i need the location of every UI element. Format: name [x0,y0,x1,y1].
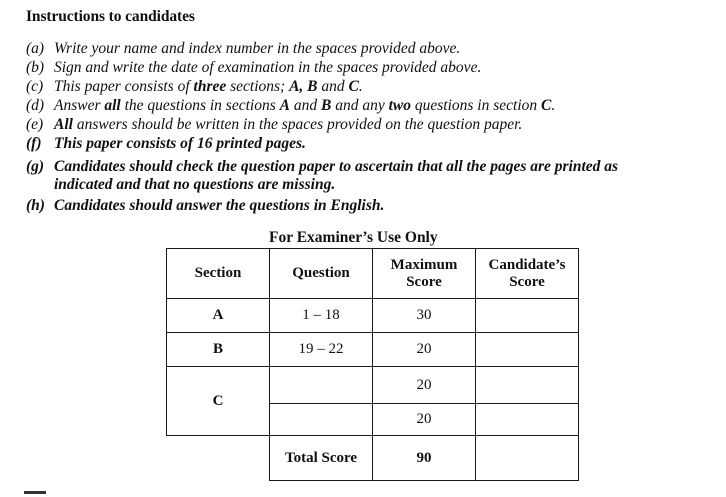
instruction-letter: (c) [26,78,44,95]
section-cell: A [167,299,270,333]
table-row [167,299,579,333]
instruction-segment: and [317,78,349,95]
instruction-continuation: indicated and that no questions are missing. [54,176,336,193]
instruction-segment-bold: This paper consists of 16 printed pages. [54,135,306,152]
max-score-cell: 20 [373,367,476,404]
instruction-segment: Sign and write the date of examination in the spaces provided above. [54,59,482,76]
instruction-segment: Answer [54,97,105,114]
max-score-cell: 30 [373,299,476,333]
instruction-text [54,40,460,58]
instruction-text [54,197,384,215]
instruction-segment-bold: three [193,78,227,95]
total-candidate-score[interactable] [476,436,579,481]
instruction-segment-bold: two [388,97,411,114]
instruction-segment-bold: A, B [289,78,318,95]
instruction-letter: (f) [26,135,42,152]
instruction-segment: Write your name and index number in the spaces provided above. [54,40,461,57]
instruction-segment-bold: B [320,97,332,114]
instruction-segment: answers should be written in the spaces provided on the question paper. [72,116,523,133]
instruction-segment-bold: Candidates should answer the questions in English. [54,197,385,214]
instruction-text [54,78,363,96]
instruction-letter: (a) [26,40,45,57]
instruction-text [54,59,481,77]
header-cand-line1: Candidate’s [488,256,566,273]
question-cell[interactable] [270,404,373,436]
instruction-text [54,116,522,134]
instruction-letter: (b) [26,59,45,76]
instruction-text [54,135,306,153]
header-candidate-score [476,249,579,299]
table-header-row [167,249,579,299]
candidate-score-cell[interactable] [476,404,579,436]
instruction-segment-bold: all [104,97,121,114]
total-row [167,436,579,481]
instruction-letter: (d) [26,97,45,114]
table-caption: For Examiner’s Use Only [269,229,438,246]
instruction-segment-bold: Candidates should check the question paper to ascertain that all the pages are printed as [54,158,619,175]
table-row [167,333,579,367]
max-score-cell: 20 [373,404,476,436]
candidate-score-cell[interactable] [476,299,579,333]
question-cell: 1 – 18 [270,299,373,333]
empty-cell [167,436,270,481]
instruction-text [54,97,555,115]
instruction-letter: (h) [26,197,45,214]
candidate-score-cell[interactable] [476,333,579,367]
instruction-segment: questions in section [410,97,542,114]
instruction-segment: This paper consists of [54,78,194,95]
instruction-segment-bold: All [54,116,73,133]
candidate-score-cell[interactable] [476,367,579,404]
header-maximum-score [373,249,476,299]
total-score-label: Total Score [270,436,373,481]
section-cell: C [167,367,270,436]
header-max-line2: Score [406,273,442,290]
section-cell: B [167,333,270,367]
instruction-segment: . [551,97,556,114]
instruction-segment: the questions in sections [120,97,280,114]
instruction-segment: and any [331,97,389,114]
header-section: Section [167,249,270,299]
instruction-segment: and [289,97,321,114]
instruction-letter: (e) [26,116,44,133]
instruction-segment: . [358,78,363,95]
total-max-score: 90 [373,436,476,481]
instructions-heading: Instructions to candidates [26,8,195,25]
instruction-segment-bold: C [348,78,359,95]
header-question: Question [270,249,373,299]
question-cell[interactable] [270,367,373,404]
page-edge-mark [24,491,46,494]
instruction-segment-bold: A [279,97,290,114]
instruction-segment: sections; [226,78,290,95]
instruction-text [54,158,618,176]
instruction-letter: (g) [26,158,45,175]
header-max-line1: Maximum [390,256,458,273]
instruction-segment-bold: C [541,97,552,114]
max-score-cell: 20 [373,333,476,367]
examiner-score-table [166,248,579,481]
header-cand-line2: Score [509,273,545,290]
question-cell: 19 – 22 [270,333,373,367]
table-row [167,367,579,404]
